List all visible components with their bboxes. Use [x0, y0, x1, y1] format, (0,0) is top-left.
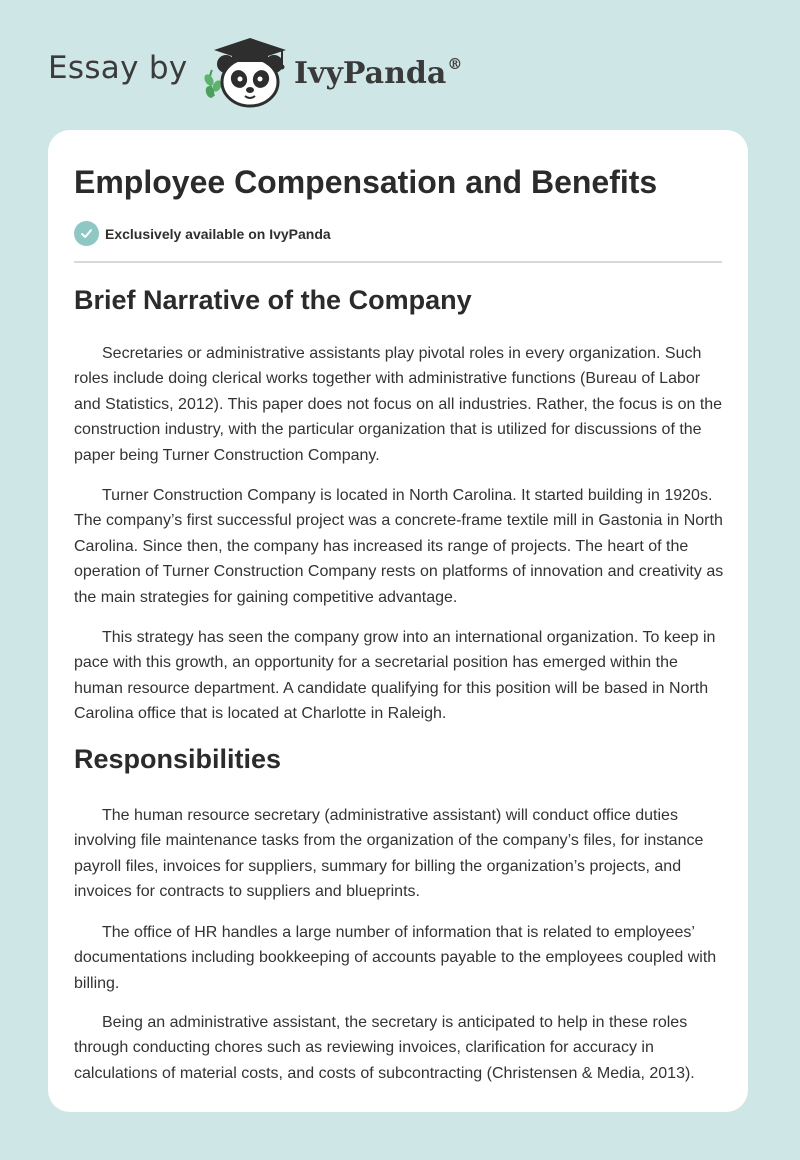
- paragraph: The office of HR handles a large number of information that is related to employees’ documentations including bookkeeping of accounts payable to the employees coupled with billing.: [74, 924, 717, 992]
- paragraph: The human resource secretary (administrative assistant) will conduct office duties involving file maintenance tasks from the organization of the company’s files, for instance payroll files, invoices for suppliers, summary for billing the organization’s projects, and invoices for contracts to suppliers and blueprints.: [74, 807, 704, 901]
- brand-text: IvyPanda: [294, 56, 447, 91]
- exclusive-badge-text: Exclusively available on IvyPanda: [105, 225, 331, 242]
- paragraph: Being an administrative assistant, the secretary is anticipated to help in these roles through conducting chores such as reviewing invoices, clarification for accuracy in calculations of material costs, and costs of subcontracting (Christensen & Media, 2013).: [74, 1014, 695, 1082]
- panda-graduate-icon[interactable]: [200, 34, 292, 108]
- check-circle-icon: [74, 221, 99, 246]
- section-heading-responsibilities: Responsibilities: [74, 744, 282, 774]
- page-title: Employee Compensation and Benefits: [74, 164, 658, 200]
- site-header: [0, 0, 800, 130]
- divider: [74, 261, 722, 263]
- registered-mark: ®: [447, 55, 463, 73]
- paragraph: Turner Construction Company is located in North Carolina. It started building in 1920s. The company’s first successful project was a concrete-frame textile mill in Gastonia in North Carolina. Since then, the company has increased its range of projects. The heart of the operation of Turner Construction Company rests on platforms of innovation and creativity as the main strategies for gaining competitive advantage.: [74, 487, 724, 606]
- essay-by-label: Essay by: [48, 50, 188, 86]
- paragraph: Secretaries or administrative assistants play pivotal roles in every organization. Such roles include doing clerical works together with administrative functions (Bureau of Labor and Statistics, 2012). This paper does not focus on all industries. Rather, the focus is on the construction industry, with the particular organization that is utilized for discussions of the paper being Turner Construction Company.: [74, 345, 723, 464]
- section-heading-brief-narrative: Brief Narrative of the Company: [74, 285, 472, 315]
- exclusive-badge: [74, 221, 331, 246]
- essay-card: [48, 130, 748, 1112]
- brand-name[interactable]: [294, 55, 462, 91]
- paragraph: This strategy has seen the company grow into an international organization. To keep in pace with this growth, an opportunity for a secretarial position has emerged within the human resource department. A candidate qualifying for this position will be based in North Carolina office that is located at Charlotte in Raleigh.: [74, 629, 716, 723]
